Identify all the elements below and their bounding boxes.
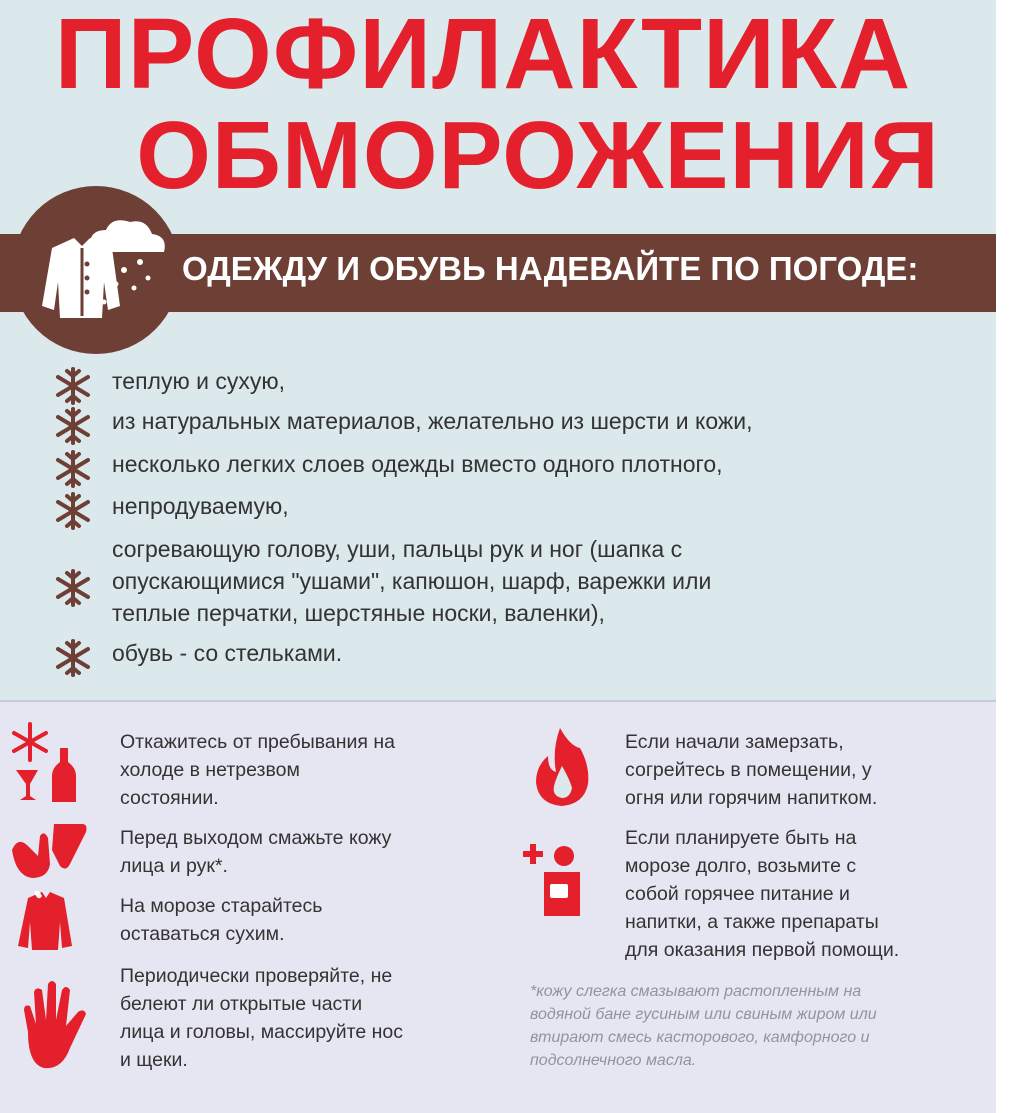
footnote-line: подсолнечного масла. bbox=[530, 1052, 697, 1069]
advice-line: оставаться сухим. bbox=[120, 923, 285, 945]
no-alcohol-icon bbox=[8, 720, 82, 804]
advice-line: и щеки. bbox=[120, 1049, 188, 1071]
advice-line: напитки, а также препараты bbox=[625, 911, 879, 933]
coat-cloud-icon bbox=[12, 186, 180, 354]
advice-line: лица и головы, массируйте нос bbox=[120, 1021, 404, 1043]
list-item bbox=[52, 448, 723, 490]
advice-text-check bbox=[120, 962, 403, 1074]
header-band-text: ОДЕЖДУ И ОБУВЬ НАДЕВАЙТЕ ПО ПОГОДЕ: bbox=[182, 250, 919, 287]
list-item-text: несколько легких слоев одежды вместо одного плотного, bbox=[112, 451, 723, 477]
advice-line: На морозе старайтесь bbox=[120, 895, 323, 917]
list-item-line: теплые перчатки, шерстяные носки, валенки), bbox=[112, 600, 605, 626]
list-item-text: теплую и сухую, bbox=[112, 368, 285, 394]
advice-text-dry bbox=[120, 892, 322, 948]
fire-icon bbox=[530, 726, 594, 808]
first-aid-person-icon bbox=[522, 842, 582, 918]
advice-line: Перед выходом смажьте кожу bbox=[120, 827, 392, 849]
list-item bbox=[52, 490, 289, 532]
snowflake-icon bbox=[52, 637, 94, 679]
snowflake-icon bbox=[52, 365, 94, 407]
cream-hands-icon bbox=[8, 816, 90, 882]
snowflake-icon bbox=[52, 490, 94, 532]
advice-line: холоде в нетрезвом bbox=[120, 759, 300, 781]
list-item-text bbox=[112, 533, 711, 629]
snowflake-icon bbox=[52, 405, 94, 447]
hand-icon bbox=[14, 976, 96, 1074]
advice-line: морозе долго, возьмите с bbox=[625, 855, 857, 877]
advice-line: лица и рук*. bbox=[120, 855, 228, 877]
advice-line: Откажитесь от пребывания на bbox=[120, 731, 395, 753]
list-item-text: обувь - со стельками. bbox=[112, 640, 343, 666]
advice-line: Если планируете быть на bbox=[625, 827, 857, 849]
snowflake-icon bbox=[52, 567, 94, 609]
title-line-1: ПРОФИЛАКТИКА bbox=[54, 0, 912, 110]
list-item bbox=[52, 405, 753, 447]
advice-line: состоянии. bbox=[120, 787, 219, 809]
snowflake-icon bbox=[52, 448, 94, 490]
title-line-2: ОБМОРОЖЕНИЯ bbox=[136, 102, 940, 209]
advice-text-warm-up bbox=[625, 728, 877, 812]
list-item-text: из натуральных материалов, желательно из шерсти и кожи, bbox=[112, 408, 753, 434]
list-item-line: согревающую голову, уши, пальцы рук и ног (шапка с bbox=[112, 536, 683, 562]
list-item bbox=[52, 533, 711, 629]
dry-coat-icon bbox=[12, 888, 78, 952]
advice-text-alcohol bbox=[120, 728, 395, 812]
advice-line: огня или горячим напитком. bbox=[625, 787, 878, 809]
section-divider bbox=[0, 700, 996, 702]
advice-line: белеют ли открытые части bbox=[120, 993, 363, 1015]
advice-section bbox=[0, 700, 996, 1113]
footnote-line: *кожу слегка смазывают растопленным на bbox=[530, 983, 862, 1000]
advice-line: Если начали замерзать, bbox=[625, 731, 844, 753]
list-item-line: опускающимися "ушами", капюшон, шарф, варежки или bbox=[112, 568, 712, 594]
clothing-badge bbox=[12, 186, 180, 354]
footnote-line: втирают смесь касторового, камфорного и bbox=[530, 1029, 870, 1046]
footnote bbox=[530, 980, 877, 1072]
advice-line: для оказания первой помощи. bbox=[625, 939, 900, 961]
advice-line: согрейтесь в помещении, у bbox=[625, 759, 872, 781]
footnote-line: водяной бане гусиным или свиным жиром или bbox=[530, 1006, 877, 1023]
list-item-text: непродуваемую, bbox=[112, 493, 289, 519]
advice-text-cream bbox=[120, 824, 391, 880]
advice-line: собой горячее питание и bbox=[625, 883, 850, 905]
advice-text-supplies bbox=[625, 824, 899, 964]
advice-line: Периодически проверяйте, не bbox=[120, 965, 393, 987]
list-item bbox=[52, 637, 342, 679]
list-item bbox=[52, 365, 285, 407]
